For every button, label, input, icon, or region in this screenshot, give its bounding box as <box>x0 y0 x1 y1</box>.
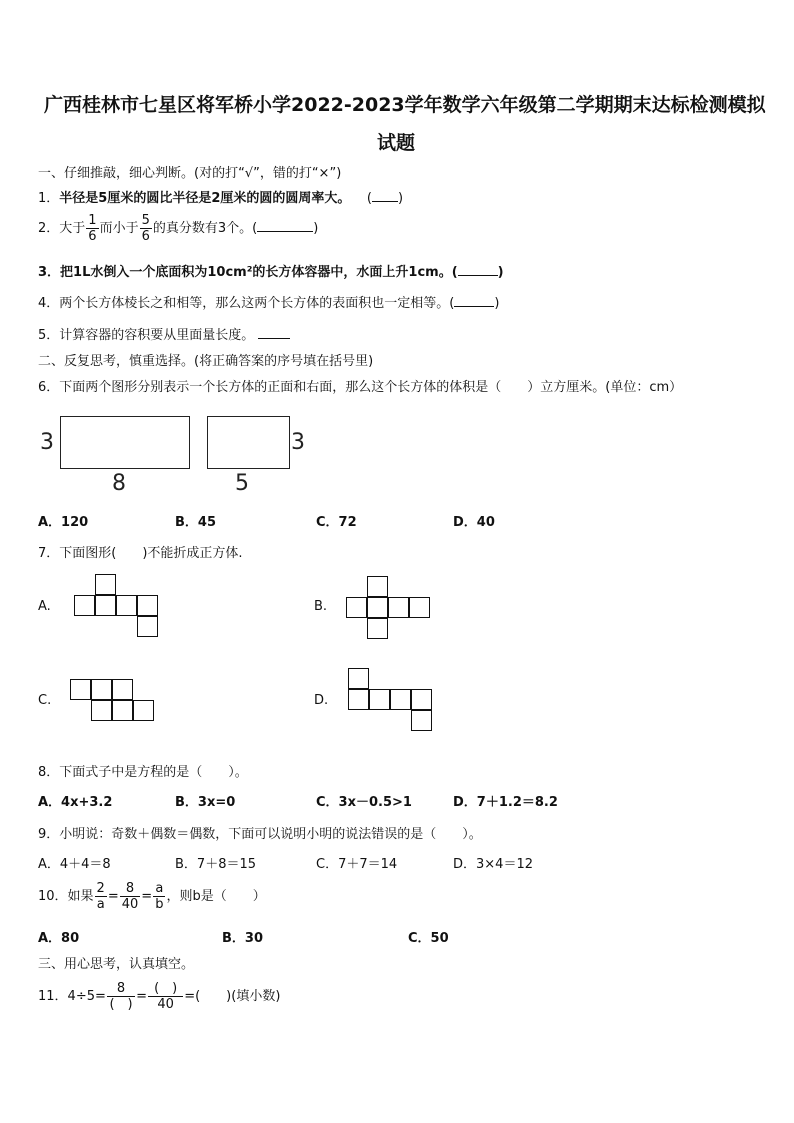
question-7: 7．下面图形( )不能折成正方体. <box>38 546 243 561</box>
fraction-5-6: $\frac{5}{6}$ <box>141 213 150 244</box>
fraction-8-40: $\frac{8}{40}$ <box>121 881 139 912</box>
page-title: 广西桂林市七星区将军桥小学2022-2023学年数学六年级第二学期期末达标检测模拟 <box>44 94 766 116</box>
question-9: 9．小明说：奇数＋偶数＝偶数，下面可以说明小明的说法错误的是（ ）。 <box>38 827 482 842</box>
fraction-1-6: $\frac{1}{6}$ <box>88 213 97 244</box>
section-2-heading: 二、反复思考，慎重选择。(将正确答案的序号填在括号里) <box>38 354 374 369</box>
q8-option-b[interactable]: B．3x=0 <box>175 795 236 810</box>
right-face-rectangle <box>207 416 290 469</box>
q8-option-a[interactable]: A．4x+3.2 <box>38 795 113 810</box>
q9-option-c[interactable]: C．7＋7＝14 <box>316 857 398 872</box>
q6-option-a[interactable]: A．120 <box>38 515 89 530</box>
q10-option-b[interactable]: B．30 <box>222 931 263 946</box>
q10-option-c[interactable]: C．50 <box>408 931 449 946</box>
q7-label-b[interactable]: B. <box>314 599 328 614</box>
section-3-heading: 三、用心思考，认真填空。 <box>38 957 195 972</box>
answer-blank[interactable] <box>458 263 498 276</box>
q8-option-c[interactable]: C．3x－0.5>1 <box>316 795 412 810</box>
page-title-line2: 试题 <box>377 132 416 154</box>
front-face-rectangle <box>60 416 190 469</box>
section-1-heading: 一、仔细推敲，细心判断。(对的打“√”，错的打“×”) <box>38 166 342 181</box>
q6-option-d[interactable]: D．40 <box>453 515 495 530</box>
q6-option-c[interactable]: C．72 <box>316 515 357 530</box>
q10-option-a[interactable]: A．80 <box>38 931 80 946</box>
right-height-label: 3 <box>291 430 305 455</box>
fraction-2-a: $\frac{2}{a}$ <box>96 881 105 912</box>
q6-option-b[interactable]: B．45 <box>175 515 216 530</box>
answer-blank[interactable] <box>454 294 494 307</box>
question-1: 1．半径是5厘米的圆比半径是2厘米的圆的圆周率大。 ( ) <box>38 191 404 206</box>
question-6: 6．下面两个图形分别表示一个长方体的正面和右面，那么这个长方体的体积是（ ）立方厘米。(单位：cm） <box>38 380 683 395</box>
question-2: 2．大于 $\frac{1}{6}$ 而小于 $\frac{5}{6}$ 的真分数有3个。( ) <box>38 213 319 244</box>
q9-option-a[interactable]: A．4＋4＝8 <box>38 857 111 872</box>
answer-blank[interactable] <box>372 189 398 202</box>
question-4: 4．两个长方体棱长之和相等，那么这两个长方体的表面积也一定相等。( ) <box>38 296 500 311</box>
q7-label-c[interactable]: C. <box>38 693 52 708</box>
answer-blank[interactable] <box>257 219 313 232</box>
question-10: 10．如果 $\frac{2}{a}$ = $\frac{8}{40}$ = $\frac{a}{b}$ ，则b是（ ） <box>38 881 266 912</box>
question-3: 3．把1L水倒入一个底面积为10cm²的长方体容器中，水面上升1cm。( ) <box>38 265 504 280</box>
fraction-blank-40[interactable]: $\frac{( )}{40}$ <box>148 982 183 1011</box>
fraction-8-blank[interactable]: $\frac{8}{( )}$ <box>107 982 135 1011</box>
question-8: 8．下面式子中是方程的是（ ）。 <box>38 765 248 780</box>
front-height-label: 3 <box>40 430 54 455</box>
front-width-label: 8 <box>112 471 126 496</box>
q7-label-d[interactable]: D. <box>314 693 329 708</box>
q7-label-a[interactable]: A. <box>38 599 51 614</box>
answer-blank[interactable] <box>258 326 290 339</box>
q9-option-b[interactable]: B．7＋8＝15 <box>175 857 257 872</box>
q9-option-d[interactable]: D．3×4＝12 <box>453 857 533 872</box>
fraction-a-b: $\frac{a}{b}$ <box>155 881 164 912</box>
question-5: 5．计算容器的容积要从里面量长度。 <box>38 324 290 343</box>
question-11: 11．4÷5= $\frac{8}{( )}$ = $\frac{( )}{40}$ =( )(填小数) <box>38 981 281 1012</box>
right-width-label: 5 <box>235 471 249 496</box>
q8-option-d[interactable]: D．7＋1.2＝8.2 <box>453 795 558 810</box>
